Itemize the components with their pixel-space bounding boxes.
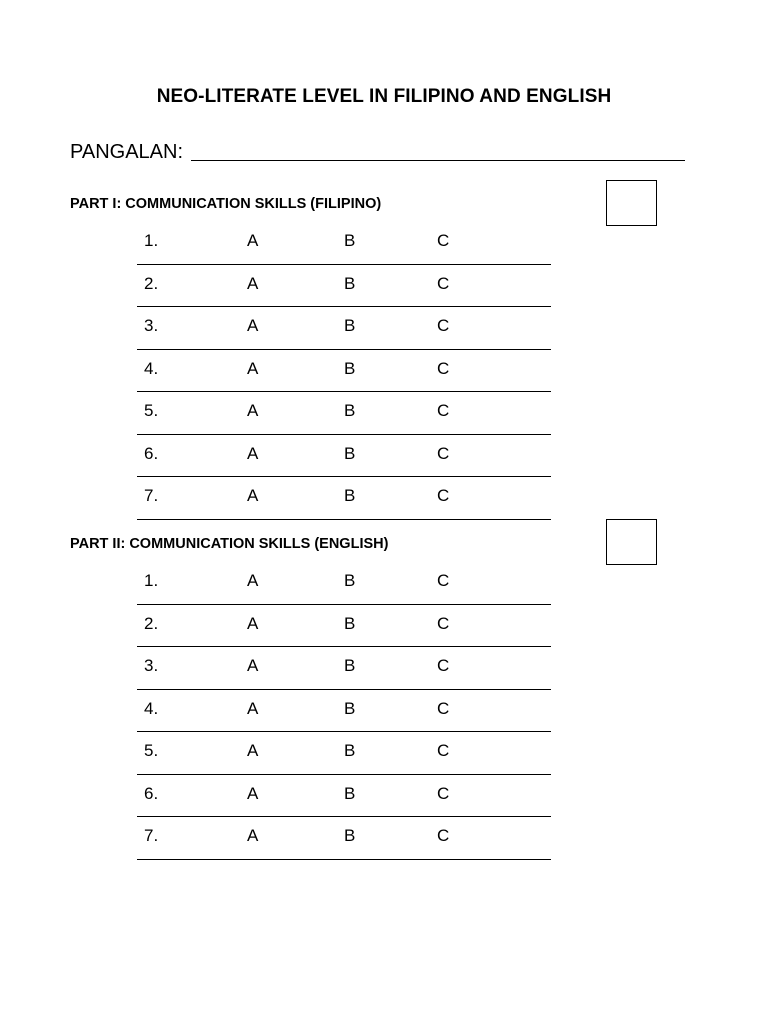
choice-a[interactable]: A [247,698,259,718]
choice-b[interactable]: B [344,741,356,760]
table-row [137,392,551,435]
choice-c[interactable]: C [437,443,450,463]
item-number: 4. [144,358,159,378]
page-title: NEO-LITERATE LEVEL IN FILIPINO AND ENGLISH [156,86,612,107]
choice-a[interactable]: A [247,826,259,845]
choice-b[interactable]: B [344,783,356,803]
choice-a[interactable]: A [247,613,259,633]
part-2-score-box[interactable] [606,519,657,565]
table-row [137,435,551,478]
choice-c[interactable]: C [437,273,450,293]
choice-a[interactable]: A [247,273,259,293]
choice-b[interactable]: B [344,273,356,293]
part-2-heading: PART II: COMMUNICATION SKILLS (ENGLISH) [70,536,389,552]
choice-a[interactable]: A [247,316,259,335]
part-1-heading: PART I: COMMUNICATION SKILLS (FILIPINO) [70,196,382,212]
choice-b[interactable]: B [344,401,356,420]
choice-a[interactable]: A [247,656,259,675]
part-1-score-box[interactable] [606,180,657,226]
item-number: 7. [144,826,159,845]
table-row [137,605,551,648]
choice-c[interactable]: C [437,486,450,505]
table-row [137,265,551,308]
choice-b[interactable]: B [344,443,356,463]
choice-a[interactable]: A [247,486,259,505]
table-row [137,222,551,265]
choice-b[interactable]: B [344,613,356,633]
part-1-answer-table [137,222,551,520]
choice-c[interactable]: C [437,698,450,718]
item-number: 4. [144,698,159,718]
table-row [137,562,551,605]
item-number: 6. [144,443,159,463]
item-number: 7. [144,486,159,505]
choice-c[interactable]: C [437,783,450,803]
choice-b[interactable]: B [344,358,356,378]
choice-c[interactable]: C [437,613,450,633]
choice-c[interactable]: C [437,826,450,845]
choice-b[interactable]: B [344,316,356,335]
table-row [137,350,551,393]
choice-a[interactable]: A [247,571,259,590]
choice-a[interactable]: A [247,231,259,250]
item-number: 5. [144,401,159,420]
name-input-line[interactable] [191,140,685,161]
choice-c[interactable]: C [437,656,450,675]
name-field [70,137,685,164]
choice-b[interactable]: B [344,231,356,250]
choice-b[interactable]: B [344,486,356,505]
choice-b[interactable]: B [344,656,356,675]
choice-c[interactable]: C [437,231,450,250]
item-number: 2. [144,273,159,293]
item-number: 3. [144,656,159,675]
choice-a[interactable]: A [247,783,259,803]
choice-a[interactable]: A [247,741,259,760]
item-number: 3. [144,316,159,335]
item-number: 5. [144,741,159,760]
table-row [137,690,551,733]
choice-b[interactable]: B [344,698,356,718]
table-row [137,647,551,690]
table-row [137,817,551,860]
choice-a[interactable]: A [247,358,259,378]
choice-b[interactable]: B [344,571,356,590]
name-label: PANGALAN: [70,141,183,163]
choice-c[interactable]: C [437,358,450,378]
choice-b[interactable]: B [344,826,356,845]
item-number: 2. [144,613,159,633]
item-number: 1. [144,231,159,250]
choice-c[interactable]: C [437,571,450,590]
choice-c[interactable]: C [437,316,450,335]
table-row [137,732,551,775]
choice-a[interactable]: A [247,401,259,420]
choice-a[interactable]: A [247,443,259,463]
table-row [137,477,551,520]
item-number: 1. [144,571,159,590]
choice-c[interactable]: C [437,741,450,760]
table-row [137,307,551,350]
part-2-answer-table [137,562,551,860]
choice-c[interactable]: C [437,401,450,420]
table-row [137,775,551,818]
item-number: 6. [144,783,159,803]
